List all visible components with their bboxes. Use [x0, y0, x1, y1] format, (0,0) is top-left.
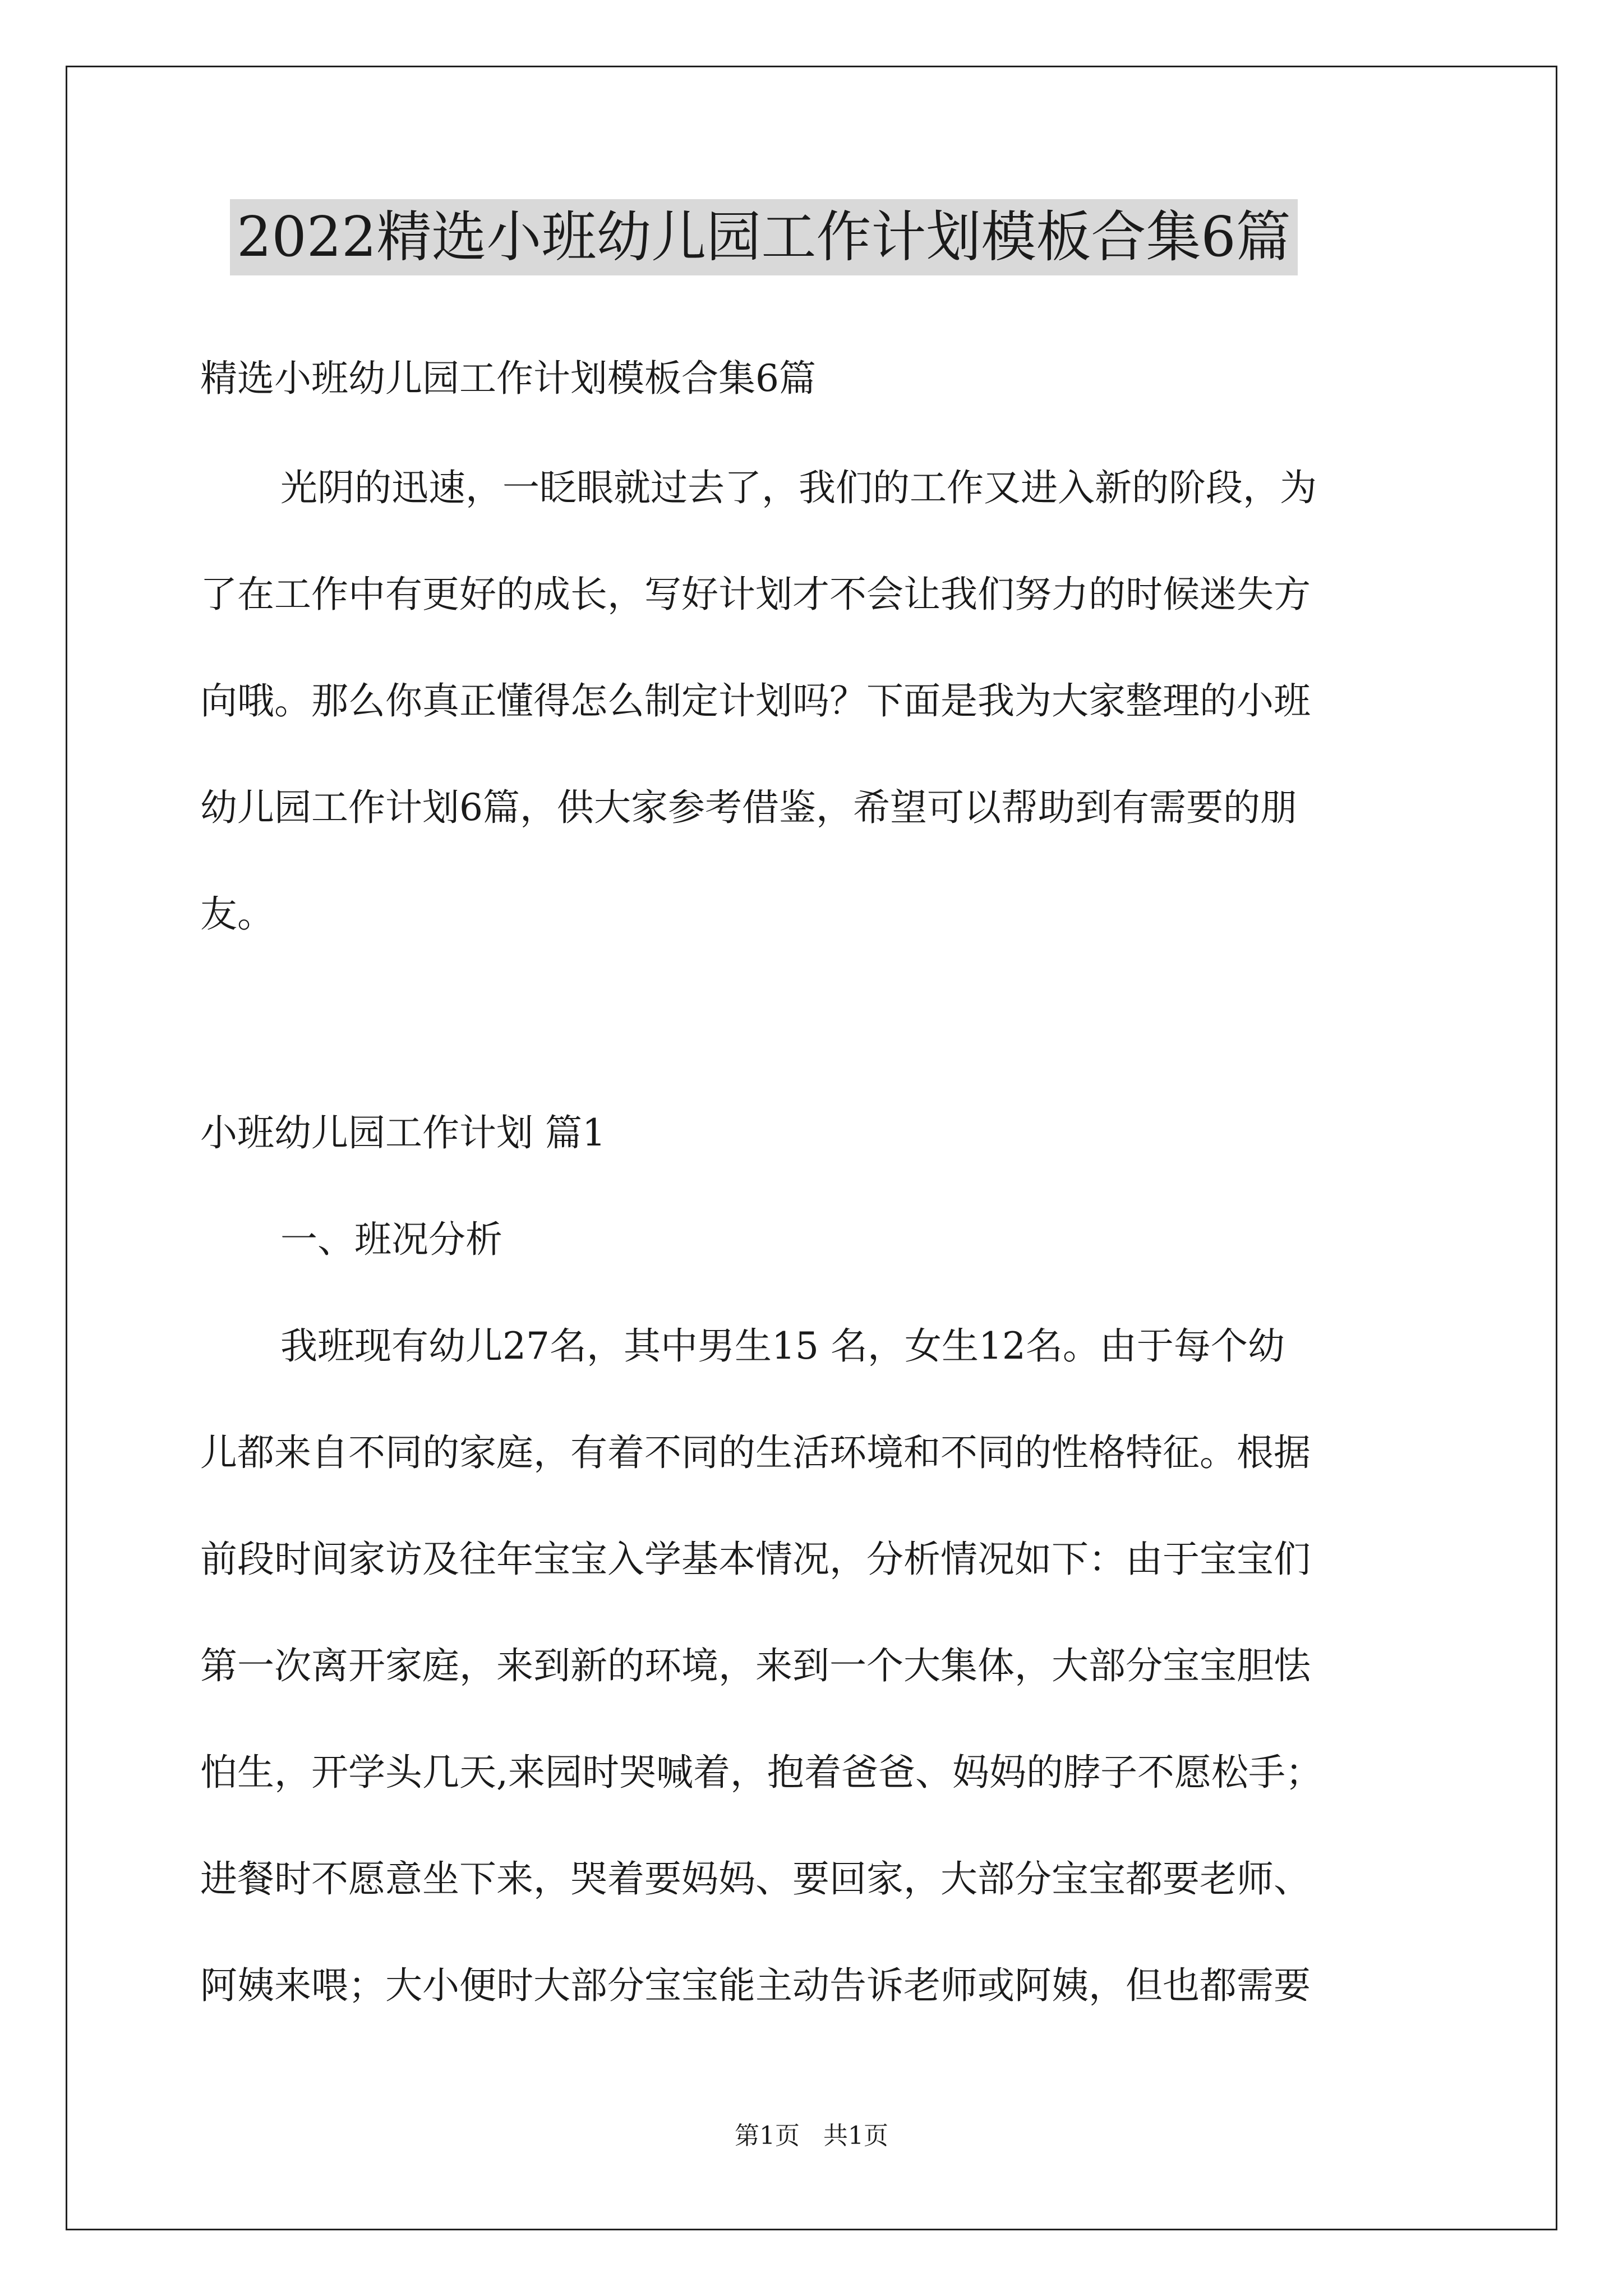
- page-footer: 第1页 共1页: [735, 2122, 888, 2150]
- intro-line: 友。: [200, 892, 274, 936]
- document-title: 2022精选小班幼儿园工作计划模板合集6篇: [230, 199, 1298, 275]
- intro-line: 了在工作中有更好的成长，写好计划才不会让我们努力的时候迷失方: [200, 573, 1311, 616]
- body-line: 怕生，开学头几天,来园时哭喊着，抱着爸爸、妈妈的脖子不愿松手；: [200, 1751, 1322, 1794]
- body-line: 第一次离开家庭，来到新的环境，来到一个大集体，大部分宝宝胆怯: [200, 1644, 1311, 1687]
- body-line: 阿姨来喂；大小便时大部分宝宝能主动告诉老师或阿姨，但也都需要: [200, 1964, 1311, 2007]
- intro-line: 光阴的迅速，一眨眼就过去了，我们的工作又进入新的阶段，为: [280, 466, 1317, 509]
- document-subtitle: 精选小班幼儿园工作计划模板合集6篇: [200, 357, 816, 400]
- body-line: 进餐时不愿意坐下来，哭着要妈妈、要回家，大部分宝宝都要老师、: [200, 1857, 1311, 1901]
- body-line: 我班现有幼儿27名，其中男生15 名，女生12名。由于每个幼: [280, 1324, 1285, 1368]
- subheading: 一、班况分析: [280, 1218, 502, 1261]
- body-line: 前段时间家访及往年宝宝入学基本情况，分析情况如下：由于宝宝们: [200, 1538, 1311, 1581]
- body-line: 儿都来自不同的家庭，有着不同的生活环境和不同的性格特征。根据: [200, 1431, 1311, 1474]
- intro-line: 幼儿园工作计划6篇，供大家参考借鉴，希望可以帮助到有需要的朋: [200, 786, 1297, 829]
- section-heading: 小班幼儿园工作计划 篇1: [200, 1111, 606, 1154]
- intro-line: 向哦。那么你真正懂得怎么制定计划吗？下面是我为大家整理的小班: [200, 679, 1311, 723]
